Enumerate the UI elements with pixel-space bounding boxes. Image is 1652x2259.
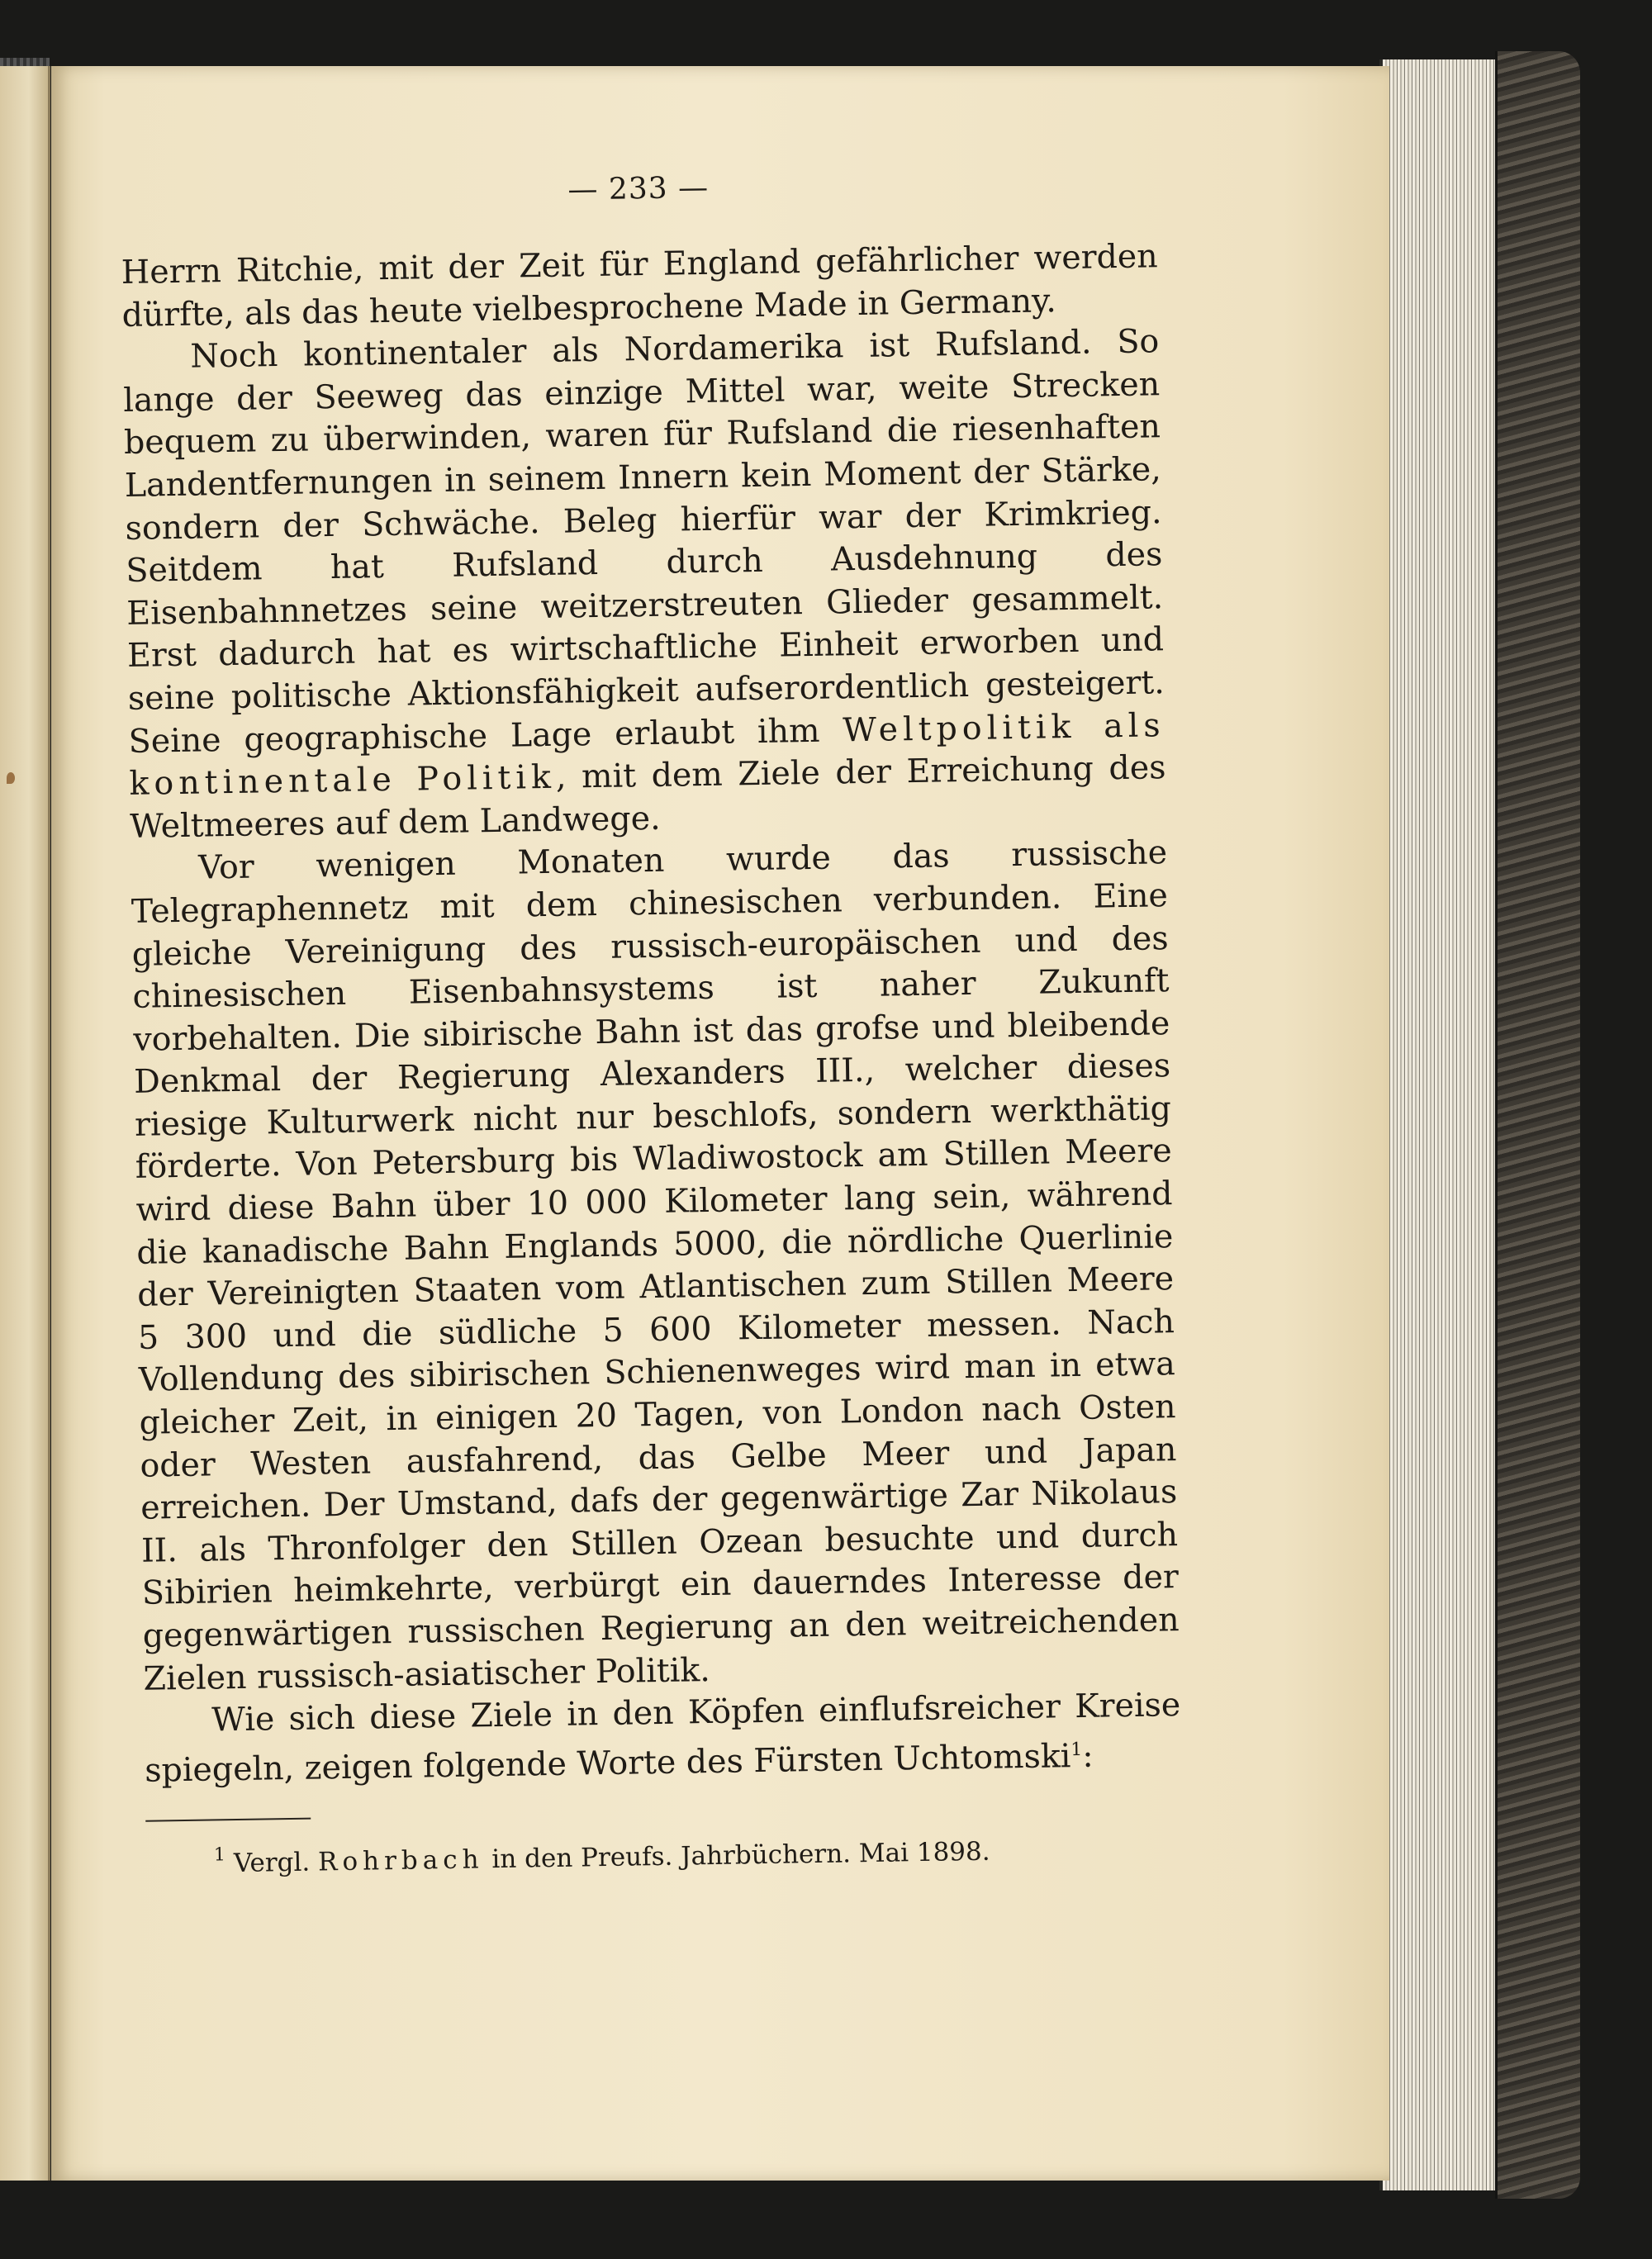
page-fore-edge	[1379, 59, 1498, 2190]
paragraph-1	[121, 235, 1158, 337]
paragraph-2-spaced-emphasis: Weltpolitik als kontinentale Politik	[129, 705, 1165, 804]
paragraph-2-text-a: Noch kontinentaler als Nordamerika ist Rufsland. So lange der Seeweg das einzige Mittel war, weite Strecken bequem zu überwinden, waren für Rufsland die riesenhaften Landentfernungen in seinem Innern kein Moment der Stärke, sondern der Schwäche. Beleg hierfür war der Krimkrieg. Seitdem hat Rufsland durch Ausdehnung des Eisenbahnnetzes seine weitzerstreuten Glieder gesammelt. Erst dadurch hat es wirtschaftliche Einheit erworben und seine politische Aktionsfähigkeit aufserordentlich gesteigert. Seine geographische Lage erlaubt ihm	[122, 322, 1165, 761]
footnote-marker: 1	[213, 1844, 226, 1866]
paragraph-1-text: Herrn Ritchie, mit der Zeit für England gefährlicher werden dürfte, als das heute vielbesprochene Made in Germany.	[121, 237, 1159, 335]
paragraph-4	[144, 1684, 1182, 1792]
footnote-text-a: Vergl.	[233, 1847, 319, 1879]
paragraph-4-text: Wie sich diese Ziele in den Köpfen einflufsreicher Kreise spiegeln, zeigen folgende Worte des Fürsten Uchtomski	[144, 1686, 1181, 1790]
book-cover-edge	[1495, 51, 1580, 2199]
footnote-reference: 1	[1070, 1739, 1083, 1760]
page-content	[120, 161, 1183, 1882]
paragraph-2-text-b: , mit dem Ziele der Erreichung des Weltmeeres auf dem Landwege.	[129, 748, 1166, 846]
footnote-text-b: in den Preufs. Jahrbüchern. Mai 1898.	[483, 1837, 990, 1875]
paragraph-3-text: Vor wenigen Monaten wurde das russische Telegraphennetz mit dem chinesischen verbunden. Eine gleiche Vereinigung des russisch-europäischen und des chinesischen Eisenbahnsystems ist naher Zukunft vorbehalten. Die sibirische Bahn ist das grofse und bleibende Denkmal der Regierung Alexanders III., welcher dieses riesige Kulturwerk nicht nur beschlofs, sondern werkthätig förderte. Von Petersburg bis Wladiwostock am Stillen Meere wird diese Bahn über 10 000 Kilometer lang sein, während die kanadische Bahn Englands 5000, die nördliche Querlinie der Vereinigten Staaten vom Atlantischen zum Stillen Meere 5 300 und die südliche 5 600 Kilometer messen. Nach Vollendung des sibirischen Schienenweges wird man in etwa gleicher Zeit, in einigen 20 Tagen, von London nach Osten oder Westen ausfahrend, das Gelbe Meer und Japan erreichen. Der Umstand, dafs der gegenwärtige Zar Nikolaus II. als Thronfolger den Stillen Ozean besuchte und durch Sibirien heimkehrte, verbürgt ein dauerndes Interesse der gegenwärtigen russischen Regierung an den weitreichenden Zielen russisch-asiatischer Politik.	[131, 833, 1180, 1698]
paragraph-2	[122, 320, 1167, 848]
page-number: — 233 —	[567, 170, 710, 207]
left-facing-page	[0, 66, 50, 2181]
footnote-rule	[145, 1818, 311, 1822]
paragraph-3	[131, 832, 1180, 1700]
margin-stain	[7, 772, 15, 784]
footnote-author: Rohrbach	[317, 1844, 484, 1877]
body-text	[121, 235, 1181, 1792]
paragraph-4-end: :	[1081, 1736, 1094, 1775]
